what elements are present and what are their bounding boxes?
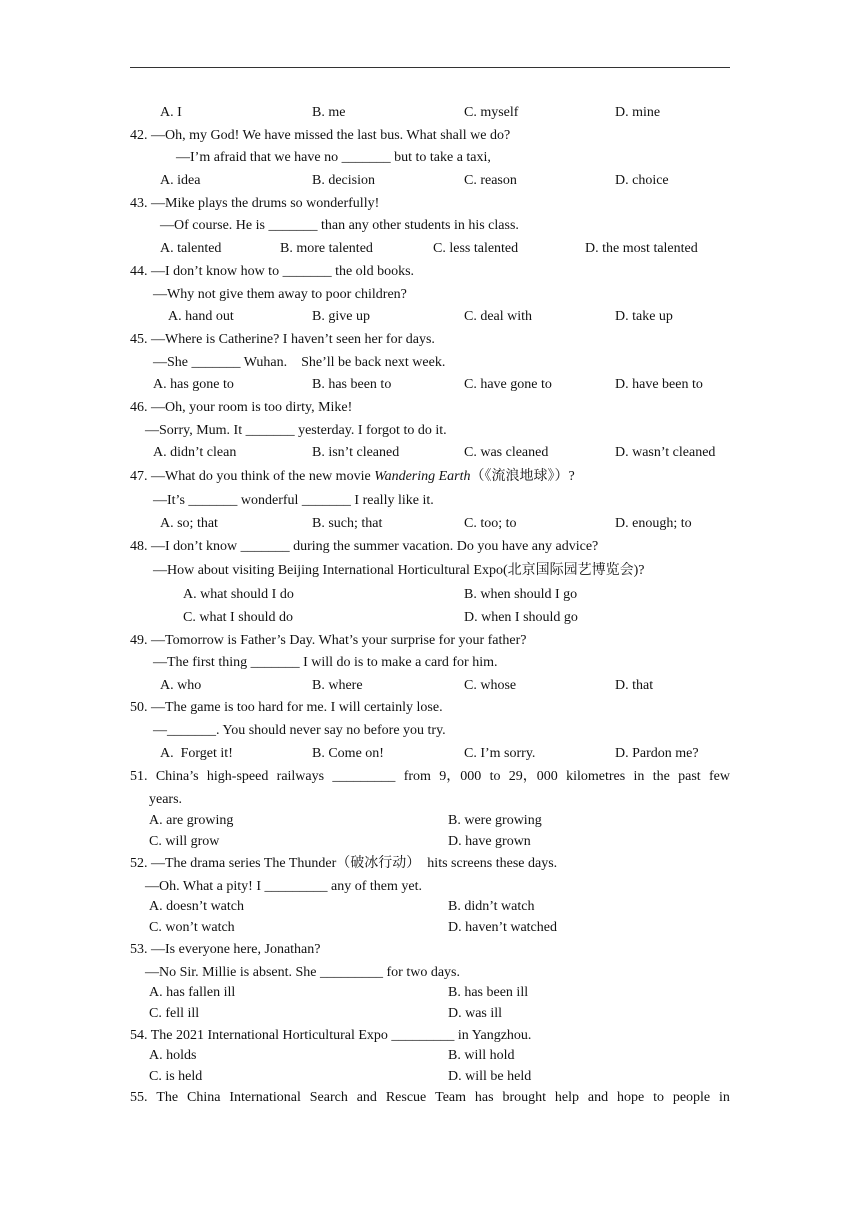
q55-stem bbox=[130, 1089, 730, 1107]
q50-option-c[interactable]: C. I’m sorry. bbox=[464, 746, 536, 761]
header-rule bbox=[130, 67, 730, 68]
q51-option-b[interactable]: B. were growing bbox=[448, 813, 542, 828]
q43-reply: —Of course. He is _______ than any other students in his class. bbox=[160, 218, 519, 233]
q55-word: brought bbox=[502, 1090, 547, 1105]
q48-option-b[interactable]: B. when should I go bbox=[464, 587, 578, 602]
q44-option-c[interactable]: C. deal with bbox=[464, 309, 533, 324]
q51-word: 51. bbox=[130, 769, 148, 784]
q47-stem bbox=[130, 468, 575, 486]
q47-reply: —It’s _______ wonderful _______ I really like it. bbox=[153, 493, 434, 508]
q51-option-d[interactable]: D. have grown bbox=[448, 834, 531, 849]
q51-word: 29，000 bbox=[508, 769, 558, 784]
q52-option-d[interactable]: D. haven’t watched bbox=[448, 920, 557, 935]
q49-option-b[interactable]: B. where bbox=[312, 678, 363, 693]
q52-option-c[interactable]: C. won’t watch bbox=[149, 920, 235, 935]
q55-word: Search bbox=[309, 1090, 348, 1105]
q55-word: China bbox=[187, 1090, 221, 1105]
q43-option-c[interactable]: C. less talented bbox=[433, 241, 519, 256]
q46-option-b[interactable]: B. isn’t cleaned bbox=[312, 445, 400, 460]
q48-reply: —How about visiting Beijing International Horticultural Expo(北京国际园艺博览会)? bbox=[153, 563, 645, 578]
q51-word: past bbox=[678, 769, 701, 784]
q51-word: high-speed bbox=[206, 769, 269, 784]
q51-option-a[interactable]: A. are growing bbox=[149, 813, 234, 828]
q51-option-c[interactable]: C. will grow bbox=[149, 834, 220, 849]
q49-reply: —The first thing _______ I will do is to make a card for him. bbox=[153, 655, 498, 670]
q44-option-d[interactable]: D. take up bbox=[615, 309, 673, 324]
q54-option-d[interactable]: D. will be held bbox=[448, 1069, 532, 1084]
q46-reply: —Sorry, Mum. It _______ yesterday. I forgot to do it. bbox=[145, 423, 447, 438]
q46-option-c[interactable]: C. was cleaned bbox=[464, 445, 549, 460]
q51-stem bbox=[130, 768, 730, 786]
q48-option-a[interactable]: A. what should I do bbox=[183, 587, 294, 602]
q53-stem: 53. —Is everyone here, Jonathan? bbox=[130, 942, 321, 957]
q51-word: the bbox=[652, 769, 670, 784]
q43-option-b[interactable]: B. more talented bbox=[280, 241, 373, 256]
q48-stem: 48. —I don’t know _______ during the summer vacation. Do you have any advice? bbox=[130, 539, 599, 554]
q49-option-a[interactable]: A. who bbox=[160, 678, 202, 693]
q45-stem: 45. —Where is Catherine? I haven’t seen her for days. bbox=[130, 332, 435, 347]
q55-word: help bbox=[554, 1090, 579, 1105]
q53-option-a[interactable]: A. has fallen ill bbox=[149, 985, 236, 1000]
q43-option-a[interactable]: A. talented bbox=[160, 241, 222, 256]
q41-option-a[interactable]: A. I bbox=[160, 105, 182, 120]
q51-word: 9，000 bbox=[439, 769, 482, 784]
q42-reply: —I’m afraid that we have no _______ but to take a taxi, bbox=[176, 150, 491, 165]
q47-option-b[interactable]: B. such; that bbox=[312, 516, 383, 531]
q55-word: in bbox=[719, 1090, 730, 1105]
q50-option-d[interactable]: D. Pardon me? bbox=[615, 746, 699, 761]
q51-word: from bbox=[403, 769, 431, 784]
q47-stem-end: （《流浪地球》）? bbox=[470, 469, 575, 484]
q55-word: and bbox=[587, 1090, 609, 1105]
q43-option-d[interactable]: D. the most talented bbox=[585, 241, 698, 256]
q42-option-a[interactable]: A. idea bbox=[160, 173, 201, 188]
q50-option-a[interactable]: A. Forget it! bbox=[160, 746, 233, 761]
q55-word: to bbox=[653, 1090, 664, 1105]
q45-option-c[interactable]: C. have gone to bbox=[464, 377, 552, 392]
q52-option-a[interactable]: A. doesn’t watch bbox=[149, 899, 244, 914]
q45-option-a[interactable]: A. has gone to bbox=[153, 377, 234, 392]
q42-stem: 42. —Oh, my God! We have missed the last bus. What shall we do? bbox=[130, 128, 511, 143]
q44-reply: —Why not give them away to poor children? bbox=[153, 287, 407, 302]
q47-option-a[interactable]: A. so; that bbox=[160, 516, 218, 531]
q41-option-c[interactable]: C. myself bbox=[464, 105, 519, 120]
q45-option-b[interactable]: B. has been to bbox=[312, 377, 392, 392]
q55-word: Team bbox=[435, 1090, 467, 1105]
q51-word: railways bbox=[276, 769, 325, 784]
q51-word: in bbox=[633, 769, 645, 784]
q50-option-b[interactable]: B. Come on! bbox=[312, 746, 384, 761]
q42-option-d[interactable]: D. choice bbox=[615, 173, 669, 188]
q54-option-a[interactable]: A. holds bbox=[149, 1048, 197, 1063]
q47-movie-title: Wandering Earth bbox=[374, 469, 471, 484]
q47-option-c[interactable]: C. too; to bbox=[464, 516, 517, 531]
q55-word: people bbox=[672, 1090, 711, 1105]
q46-option-d[interactable]: D. wasn’t cleaned bbox=[615, 445, 716, 460]
q55-word: 55. bbox=[130, 1090, 148, 1105]
q53-option-b[interactable]: B. has been ill bbox=[448, 985, 529, 1000]
q44-stem: 44. —I don’t know how to _______ the old books. bbox=[130, 264, 415, 279]
q52-stem: 52. —The drama series The Thunder（破冰行动） hits screens these days. bbox=[130, 856, 558, 871]
q45-reply: —She _______ Wuhan. She’ll be back next week. bbox=[153, 355, 446, 370]
q42-option-c[interactable]: C. reason bbox=[464, 173, 517, 188]
q51-word: China’s bbox=[155, 769, 199, 784]
q55-word: International bbox=[229, 1090, 301, 1105]
q41-option-d[interactable]: D. mine bbox=[615, 105, 661, 120]
q55-word: and bbox=[356, 1090, 377, 1105]
q54-option-c[interactable]: C. is held bbox=[149, 1069, 203, 1084]
q55-word: has bbox=[474, 1090, 494, 1105]
q50-stem: 50. —The game is too hard for me. I will certainly lose. bbox=[130, 700, 443, 715]
q46-stem: 46. —Oh, your room is too dirty, Mike! bbox=[130, 400, 353, 415]
q43-stem: 43. —Mike plays the drums so wonderfully! bbox=[130, 196, 380, 211]
q45-option-d[interactable]: D. have been to bbox=[615, 377, 703, 392]
q42-option-b[interactable]: B. decision bbox=[312, 173, 375, 188]
q51-stem-continued: years. bbox=[149, 792, 183, 807]
q51-word: kilometres bbox=[566, 769, 626, 784]
q55-word: The bbox=[156, 1090, 179, 1105]
q54-stem: 54. The 2021 International Horticultural Expo _________ in Yangzhou. bbox=[130, 1028, 532, 1043]
q44-option-b[interactable]: B. give up bbox=[312, 309, 370, 324]
q55-word: Rescue bbox=[385, 1090, 427, 1105]
q51-word: few bbox=[709, 769, 730, 784]
q48-option-d[interactable]: D. when I should go bbox=[464, 610, 578, 625]
q53-option-d[interactable]: D. was ill bbox=[448, 1006, 503, 1021]
q52-option-b[interactable]: B. didn’t watch bbox=[448, 899, 535, 914]
q53-option-c[interactable]: C. fell ill bbox=[149, 1006, 200, 1021]
q49-option-c[interactable]: C. whose bbox=[464, 678, 517, 693]
q51-blank: _________ bbox=[332, 769, 396, 784]
q55-word: hope bbox=[616, 1090, 645, 1105]
q47-option-d[interactable]: D. enough; to bbox=[615, 516, 692, 531]
q48-option-c[interactable]: C. what I should do bbox=[183, 610, 294, 625]
q54-option-b[interactable]: B. will hold bbox=[448, 1048, 515, 1063]
q41-option-b[interactable]: B. me bbox=[312, 105, 346, 120]
q47-stem-text: 47. —What do you think of the new movie bbox=[130, 469, 375, 484]
q50-reply: —_______. You should never say no before you try. bbox=[153, 723, 446, 738]
q49-option-d[interactable]: D. that bbox=[615, 678, 654, 693]
q46-option-a[interactable]: A. didn’t clean bbox=[153, 445, 237, 460]
q44-option-a[interactable]: A. hand out bbox=[168, 309, 234, 324]
q52-reply: —Oh. What a pity! I _________ any of them yet. bbox=[145, 879, 422, 894]
q53-reply: —No Sir. Millie is absent. She _________ for two days. bbox=[145, 965, 460, 980]
q51-word: to bbox=[489, 769, 501, 784]
q49-stem: 49. —Tomorrow is Father’s Day. What’s your surprise for your father? bbox=[130, 633, 527, 648]
